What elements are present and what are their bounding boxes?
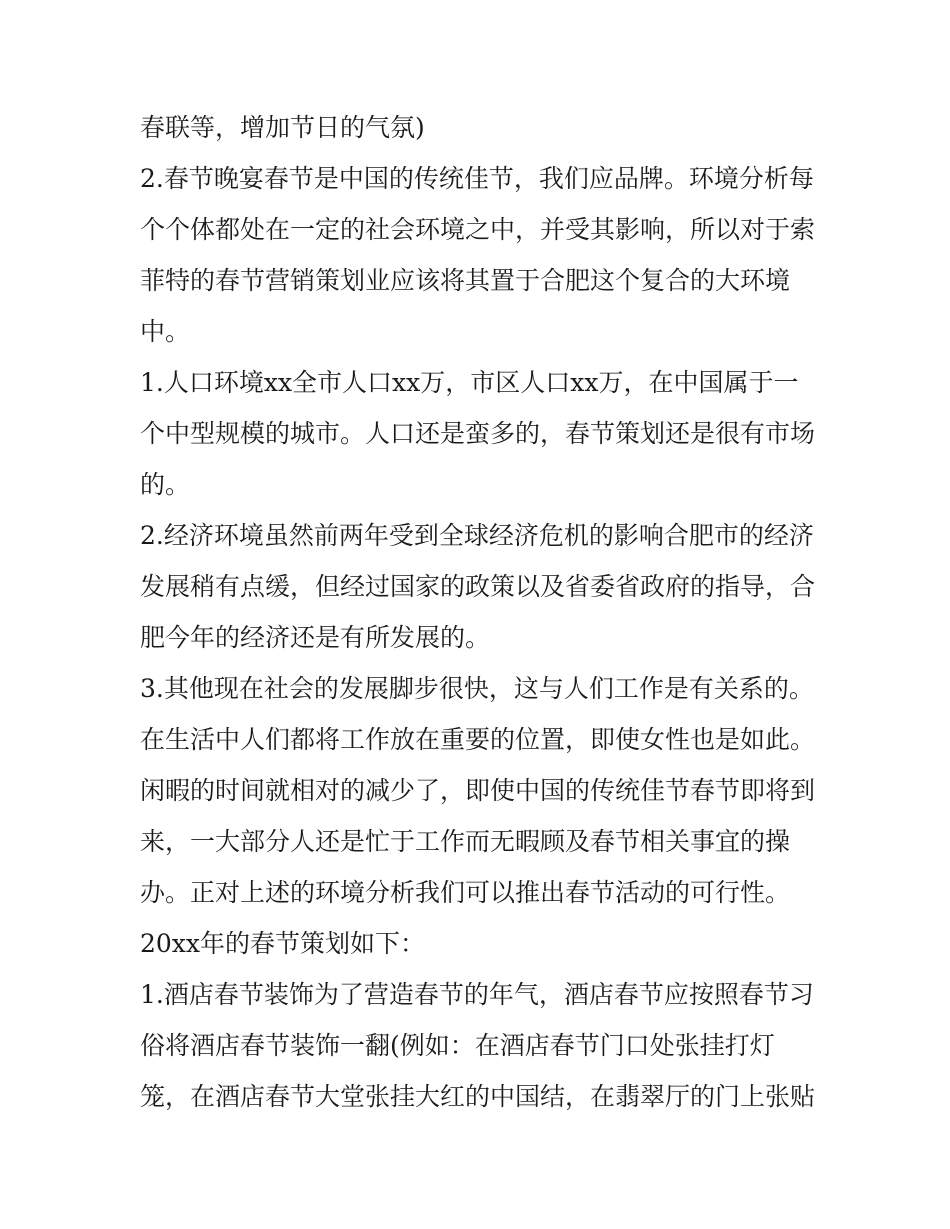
text-line: 中。 [140,317,191,346]
text-line: 2.经济环境虽然前两年受到全球经济危机的影响合肥市的经济 [140,521,814,550]
text-line: 闲暇的时间就相对的减少了，即使中国的传统佳节春节即将到 [140,776,816,805]
text-line: 来，一大部分人还是忙于工作而无暇顾及春节相关事宜的操 [140,827,791,856]
text-line: 在生活中人们都将工作放在重要的位置，即使女性也是如此。 [140,725,816,754]
text-line: 20xx年的春节策划如下： [140,929,426,958]
text-line: 2.春节晚宴春节是中国的传统佳节，我们应品牌。环境分析每 [140,164,814,193]
text-line: 1.酒店春节装饰为了营造春节的年气，酒店春节应按照春节习 [140,980,814,1009]
text-line: 的。 [140,470,191,499]
text-line: 办。正对上述的环境分析我们可以推出春节活动的可行性。 [140,878,791,907]
document-body [140,102,820,1122]
text-line: 1.人口环境xx全市人口xx万，市区人口xx万，在中国属于一 [140,368,799,397]
text-line: 发展稍有点缓，但经过国家的政策以及省委省政府的指导，合 [140,572,816,601]
text-line: 俗将酒店春节装饰一翻(例如：在酒店春节门口处张挂打灯 [140,1031,775,1060]
text-line: 3.其他现在社会的发展脚步很快，这与人们工作是有关系的。 [140,674,814,703]
text-line: 菲特的春节营销策划业应该将其置于合肥这个复合的大环境 [140,266,791,295]
text-line: 个中型规模的城市。人口还是蛮多的，春节策划还是很有市场 [140,419,816,448]
text-line: 春联等，增加节日的气氛) [140,113,425,142]
text-line: 肥今年的经济还是有所发展的。 [140,623,491,652]
text-line: 笼，在酒店春节大堂张挂大红的中国结，在翡翠厅的门上张贴 [140,1082,816,1111]
text-line: 个个体都处在一定的社会环境之中，并受其影响，所以对于索 [140,215,816,244]
